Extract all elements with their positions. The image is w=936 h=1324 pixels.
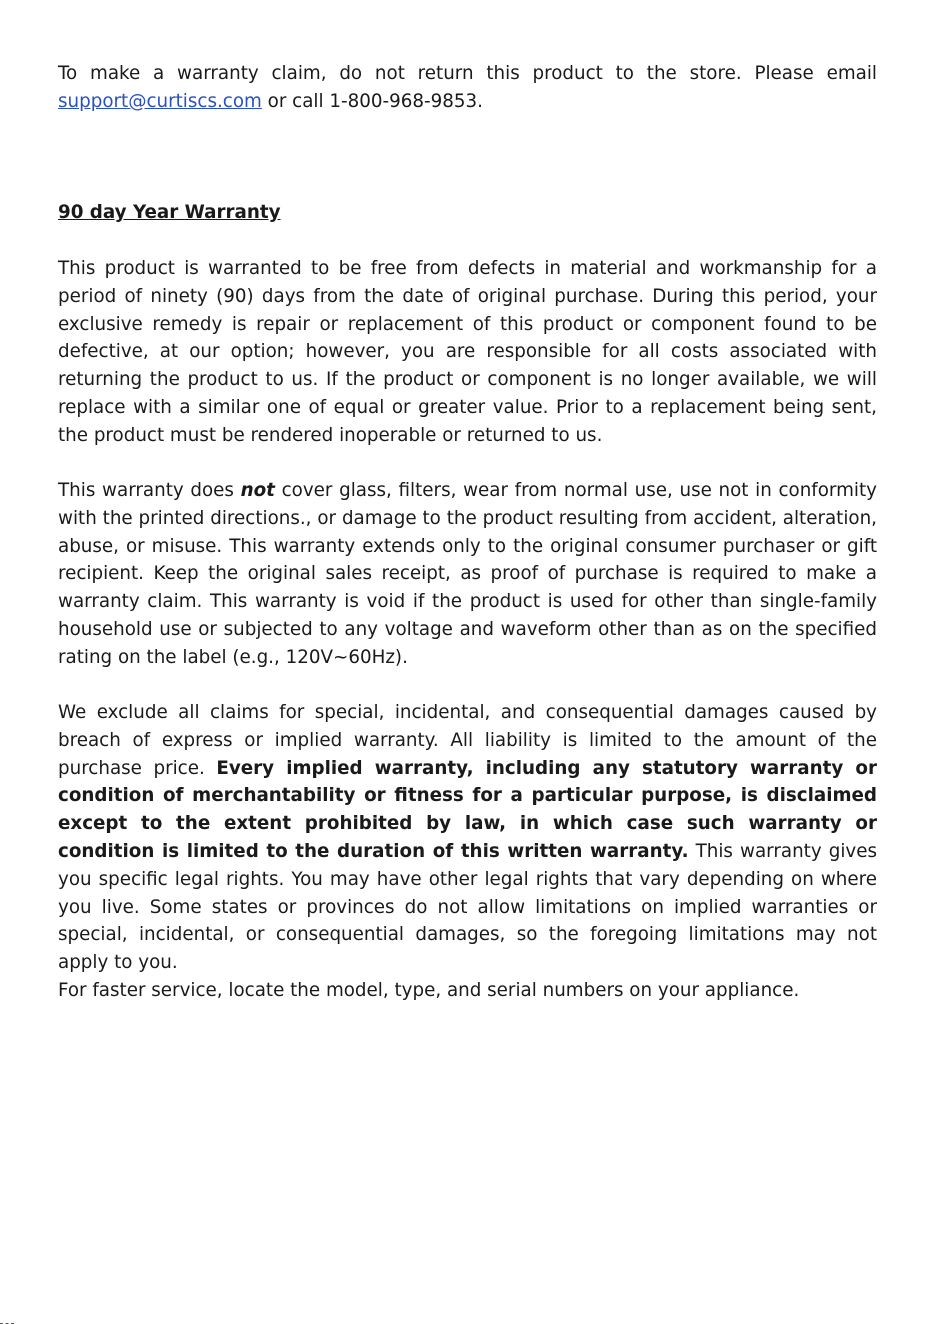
liability-text-rest: This warranty gives you specific legal rights. You may have other legal rights that vary depending on where you live. Some states or provinces do not allow limitations on implied warranties or special, incidental, or consequential damages, so the foregoing limitations may not apply to you.: [58, 840, 877, 974]
exclusions-paragraph: [58, 477, 877, 672]
service-paragraph: For faster service, locate the model, type, and serial numbers on your appliance.: [58, 980, 800, 1001]
not-emphasis: not: [240, 480, 275, 501]
intro-paragraph: [58, 60, 877, 116]
support-email-link[interactable]: support@curtiscs.com: [58, 90, 262, 112]
coverage-paragraph: This product is warranted to be free from defects in material and workmanship for a period of ninety (90) days from the date of original purchase. During this period, your exclusive remedy is repair or replacement of this product or component found to be defective, at our option; however, you are responsible for all costs associated with returning the product to us. If the product or component is no longer available, we will replace with a similar one of equal or greater value. Prior to a replacement being sent, the product must be rendered inoperable or returned to us.: [58, 258, 877, 446]
exclusions-text-rest: cover glass, filters, wear from normal use, use not in conformity with the printed directions., or damage to the product resulting from accident, alteration, abuse, or misuse. This warranty extends only to the original consumer purchaser or gift recipient. Keep the original sales receipt, as proof of purchase is required to make a warranty claim. This warranty is void if the product is used for other than single-family household use or subjected to any voltage and waveform other than as on the specified rating on the label (e.g., 120V~60Hz).: [58, 480, 877, 668]
warranty-heading: 90 day Year Warranty: [58, 202, 281, 223]
implied-warranty-disclaimer: Every implied warranty, including any statutory warranty or condition of merchantability or fitness for a particular purpose, is disclaimed except to the extent prohibited by law, in which case such warranty or condition is limited to the duration of this written warranty.: [58, 757, 877, 862]
intro-text-before-link: To make a warranty claim, do not return this product to the store. Please email: [58, 63, 877, 84]
liability-text-start: We exclude all claims for special, incidental, and consequential damages caused by breach of express or implied warranty. All liability is limited to the amount of the purchase price.: [58, 702, 877, 779]
liability-paragraph: [58, 699, 877, 977]
intro-text-after-link: or call 1-800-968-9853.: [261, 90, 483, 112]
exclusions-text-start: This warranty does: [58, 480, 241, 501]
